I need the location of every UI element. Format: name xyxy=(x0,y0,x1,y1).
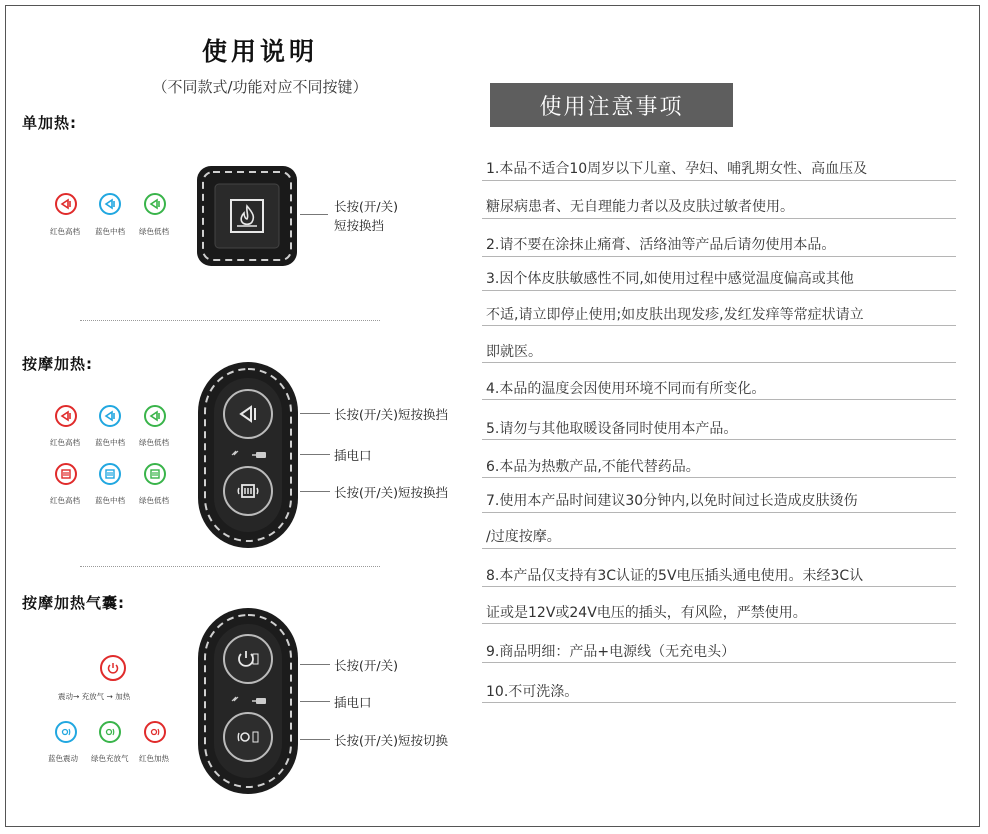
divider xyxy=(482,439,956,440)
divider xyxy=(482,290,956,291)
callout-heat-button: 长按(开/关)短按换挡 xyxy=(334,407,448,422)
callout-power: 长按(开/关) xyxy=(334,658,398,673)
massage-icon xyxy=(99,463,121,485)
level-label: 红色加热 xyxy=(139,754,169,763)
notice-line: 5.请勿与其他取暖设备同时使用本产品。 xyxy=(486,421,738,437)
callout-long-press: 长按(开/关) xyxy=(334,199,398,214)
heat-icon xyxy=(236,402,260,426)
page-subtitle: （不同款式/功能对应不同按键） xyxy=(152,78,368,96)
heat-icon xyxy=(99,193,121,215)
divider xyxy=(80,320,380,321)
divider xyxy=(482,218,956,219)
divider xyxy=(482,256,956,257)
heat-icon xyxy=(55,405,77,427)
heat-icon xyxy=(55,193,77,215)
level-label: 绿色充放气 xyxy=(91,754,129,763)
power-button[interactable] xyxy=(223,634,273,684)
notice-line: 不适,请立即停止使用;如皮肤出现发疹,发红发痒等常症状请立 xyxy=(486,307,864,323)
notice-line: 2.请不要在涂抹止痛膏、活络油等产品后请勿使用本品。 xyxy=(486,237,836,253)
notice-line: 糖尿病患者、无自理能力者以及皮肤过敏者使用。 xyxy=(486,199,794,215)
callout-line xyxy=(300,491,330,492)
divider xyxy=(482,702,956,703)
level-label: 蓝色震动 xyxy=(48,754,78,763)
callout-line xyxy=(300,454,330,455)
callout-line xyxy=(300,413,330,414)
massage-button[interactable] xyxy=(223,466,273,516)
divider xyxy=(482,477,956,478)
notice-line: 8.本产品仅支持有3C认证的5V电压插头通电使用。未经3C认 xyxy=(486,568,864,584)
heat-button[interactable] xyxy=(223,389,273,439)
notice-line: 证或是12V或24V电压的插头，有风险，严禁使用。 xyxy=(486,605,807,621)
level-label: 绿色低档 xyxy=(139,496,169,505)
notice-line: 即就医。 xyxy=(486,344,542,360)
level-label: 红色高档 xyxy=(50,496,80,505)
level-label: 红色高档 xyxy=(50,438,80,447)
divider xyxy=(482,362,956,363)
notice-line: 3.因个体皮肤敏感性不同,如使用过程中感觉温度偏高或其他 xyxy=(486,271,854,287)
flow-label: 震动→ 充放气 → 加热 xyxy=(58,692,131,701)
notice-line: 10.不可洗涤。 xyxy=(486,684,579,700)
page-title: 使用说明 xyxy=(201,37,318,66)
massage-icon xyxy=(236,479,260,503)
callout-short-press: 短按换挡 xyxy=(334,218,385,233)
single-heat-button[interactable] xyxy=(195,164,299,268)
divider xyxy=(482,512,956,513)
divider xyxy=(482,586,956,587)
power-icon xyxy=(235,646,261,672)
divider xyxy=(482,180,956,181)
level-label: 绿色低档 xyxy=(139,227,169,236)
heat-icon xyxy=(144,193,166,215)
notice-line: 4.本品的温度会因使用环境不同而有所变化。 xyxy=(486,381,766,397)
vibration-icon xyxy=(55,721,77,743)
level-label: 绿色低档 xyxy=(139,438,169,447)
callout-mode: 长按(开/关)短按切换 xyxy=(334,733,448,748)
heat-icon xyxy=(99,405,121,427)
divider xyxy=(482,623,956,624)
notice-title: 使用注意事项 xyxy=(490,83,733,127)
section-heading-single-heat: 单加热: xyxy=(22,114,77,132)
callout-line xyxy=(300,701,330,702)
power-icon xyxy=(100,655,126,681)
vibration-icon xyxy=(235,724,261,750)
notice-line: 1.本品不适合10周岁以下儿童、孕妇、哺乳期女性、高血压及 xyxy=(486,161,868,177)
vibration-icon xyxy=(144,721,166,743)
divider xyxy=(80,566,380,567)
level-label: 蓝色中档 xyxy=(95,227,125,236)
level-label: 蓝色中档 xyxy=(95,438,125,447)
massage-icon xyxy=(144,463,166,485)
divider xyxy=(482,662,956,663)
divider xyxy=(482,399,956,400)
callout-plug: 插电口 xyxy=(334,695,372,710)
mode-button[interactable] xyxy=(223,712,273,762)
level-label: 红色高档 xyxy=(50,227,80,236)
massage-icon xyxy=(55,463,77,485)
callout-plug: 插电口 xyxy=(334,448,372,463)
callout-massage-button: 长按(开/关)短按换挡 xyxy=(334,485,448,500)
notice-line: /过度按摩。 xyxy=(486,529,561,545)
notice-line: 7.使用本产品时间建议30分钟内,以免时间过长造成皮肤烫伤 xyxy=(486,493,858,509)
section-heading-airbag: 按摩加热气囊: xyxy=(22,594,125,612)
divider xyxy=(482,548,956,549)
callout-line xyxy=(300,664,330,665)
level-label: 蓝色中档 xyxy=(95,496,125,505)
callout-line xyxy=(300,739,330,740)
divider xyxy=(482,325,956,326)
heat-icon xyxy=(144,405,166,427)
callout-line xyxy=(300,214,328,215)
section-heading-massage-heat: 按摩加热: xyxy=(22,355,93,373)
notice-line: 9.商品明细：产品+电源线（无充电头） xyxy=(486,644,736,660)
notice-line: 6.本品为热敷产品,不能代替药品。 xyxy=(486,459,700,475)
vibration-icon xyxy=(99,721,121,743)
